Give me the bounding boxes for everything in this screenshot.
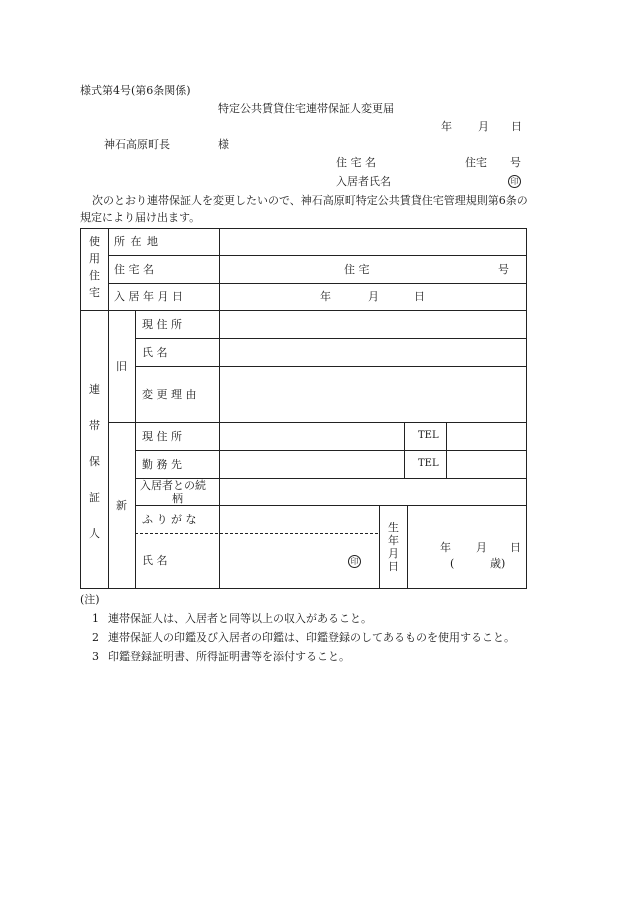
old-reason-label: 変 更 理 由: [142, 388, 197, 401]
seal-icon: 印: [508, 175, 521, 188]
old-address-label: 現 住 所: [142, 318, 182, 331]
house-value-house: 住 宅: [344, 263, 370, 276]
furigana-label: ふ り が な: [142, 513, 197, 526]
row-location-label: 所 在 地: [114, 235, 158, 248]
tel-label-workplace: TEL: [418, 458, 439, 469]
note-text: 連帯保証人の印鑑及び入居者の印鑑は、印鑑登録のしてあるものを使用すること。: [108, 631, 515, 644]
birth-date-text: 生年月日: [388, 521, 399, 573]
relation-label-line2: 柄: [172, 492, 183, 505]
section-guarantor-text: 連帯保証人: [89, 383, 100, 540]
row-move-in-label: 入 居 年 月 日: [114, 290, 183, 303]
note-text: 印鑑登録証明書、所得証明書等を添付すること。: [108, 650, 350, 663]
move-in-year: 年: [320, 290, 331, 303]
house-value-number: 号: [498, 263, 509, 276]
age-close: 歳): [490, 557, 506, 570]
age-open: (: [450, 557, 455, 570]
date-year-label: 年: [441, 120, 452, 133]
move-in-day: 日: [414, 290, 425, 303]
note-text: 連帯保証人は、入居者と同等以上の収入があること。: [108, 612, 372, 625]
section-guarantor-label: [81, 372, 108, 552]
seal-mark-guarantor: [348, 555, 361, 568]
house-suffix-number: 号: [510, 156, 521, 169]
relation-label-line1: 入居者との続: [140, 479, 206, 492]
new-label: 新: [116, 499, 127, 512]
note-number: 1: [92, 612, 99, 625]
move-in-month: 月: [368, 290, 379, 303]
row-house-name-label: 住 宅 名: [114, 263, 154, 276]
birth-date-label: [380, 521, 407, 574]
old-name-label: 氏 名: [142, 346, 168, 359]
tel-label-address: TEL: [418, 430, 439, 441]
notes-heading: (注): [80, 593, 100, 606]
section-housing-label: [81, 233, 108, 301]
birth-year: 年: [440, 541, 451, 554]
addressee-suffix: 様: [218, 138, 229, 151]
new-address-label: 現 住 所: [142, 430, 182, 443]
house-name-label: 住 宅 名: [336, 156, 376, 169]
date-day-label: 日: [511, 120, 522, 133]
birth-month: 月: [476, 541, 487, 554]
birth-day: 日: [510, 541, 521, 554]
old-label: 旧: [116, 360, 127, 373]
form-number: 様式第4号(第6条関係): [80, 84, 191, 97]
resident-name-label: 入居者氏名: [336, 175, 391, 188]
intro-text-line1: 次のとおり連帯保証人を変更したいので、神石高原町特定公共賃貸住宅管理規則第6条の: [92, 194, 528, 207]
note-number: 2: [92, 631, 99, 644]
house-suffix-house: 住宅: [465, 156, 487, 169]
addressee: 神石高原町長: [104, 138, 170, 151]
section-housing-text: 使用住宅: [89, 235, 100, 299]
note-number: 3: [92, 650, 99, 663]
intro-text-line2: 規定により届け出ます。: [80, 211, 201, 224]
new-name-label: 氏 名: [142, 554, 168, 567]
new-workplace-label: 勤 務 先: [142, 458, 182, 471]
form-title: 特定公共賃貸住宅連帯保証人変更届: [218, 102, 394, 115]
seal-icon: 印: [348, 555, 361, 568]
date-month-label: 月: [478, 120, 489, 133]
